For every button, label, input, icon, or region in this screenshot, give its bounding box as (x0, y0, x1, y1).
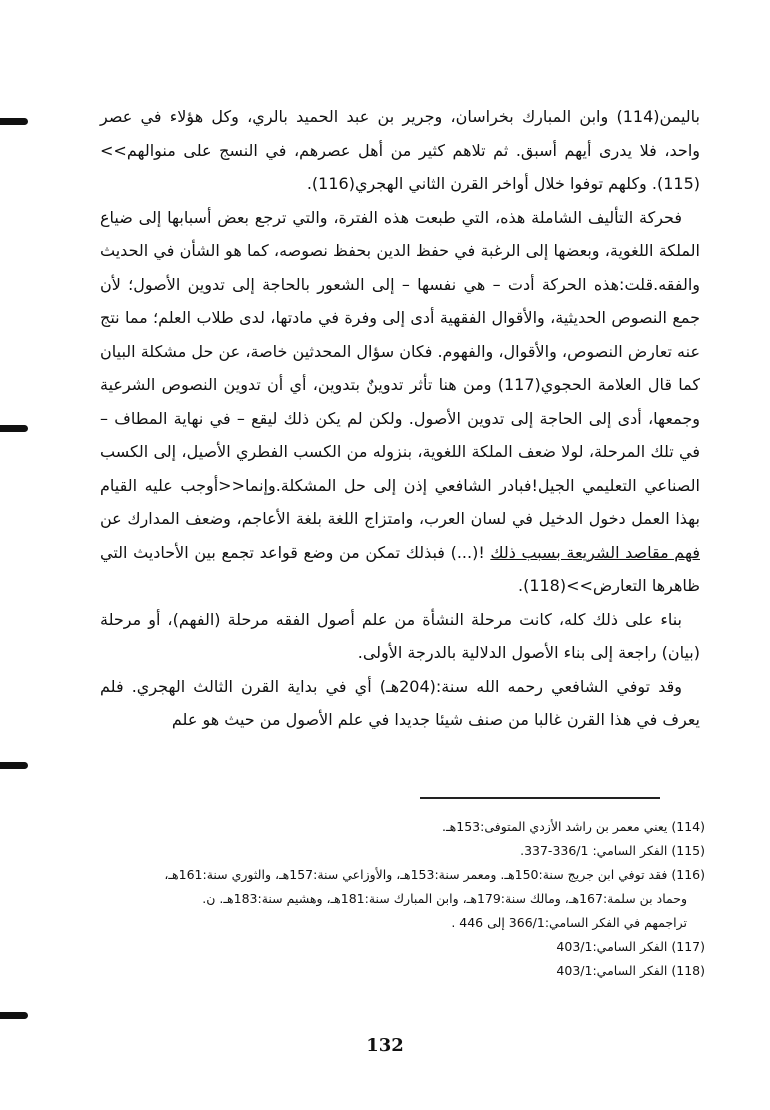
main-body-text (100, 100, 700, 737)
page-number: 132 (366, 1035, 404, 1056)
scan-margin-mark (0, 1012, 28, 1019)
underlined-phrase: فهم مقاصد الشريعة بسبب ذلك (490, 542, 700, 562)
footnote-divider (420, 797, 660, 799)
footnotes (95, 815, 705, 983)
footnote: (117) الفكر السامي:403/1 (556, 939, 705, 954)
footnote-continuation: وحماد بن سلمة:167هـ، ومالك سنة:179هـ، وابن المبارك سنة:181هـ، وهشيم سنة:183هـ. ن. (202, 891, 687, 906)
body-paragraph: وقد توفي الشافعي رحمه الله سنة:(204هـ) أي في بداية القرن الثالث الهجري. فلم يعرف في هذا القرن غالبا من صنف شيئا جديدا في علم الأصول من حيث هو علم (100, 676, 700, 729)
footnote: (118) الفكر السامي:403/1 (556, 963, 705, 978)
body-paragraph: فحركة التأليف الشاملة هذه، التي طبعت هذه الفترة، والتي ترجع بعض أسبابها إلى ضياع الملكة اللغوية، وبعضها إلى الرغبة في حفظ الدين بحفظ نصوصه، كما هو الشأن في الحديث والفقه.قلت:هذه الحركة أدت – هي نفسها – إلى الشعور بالحاجة إلى تدوين الأصول؛ لأن جمع النصوص الحديثية، والأقوال الفقهية أدى إلى وفرة في مادتها، لدى طلاب العلم؛ مما نتج عنه تعارض النصوص، والأقوال، والفهوم. فكان سؤال المحدثين خاصة، عن حل مشكلة البيان كما قال العلامة الحجوي(117) ومن هنا تأثر تدوينٌ بتدوين، أي أن تدوين النصوص الشرعية وجمعها، أدى إلى الحاجة إلى تدوين الأصول. ولكن لم يكن ذلك ليقع – في نهاية المطاف – في تلك المرحلة، لولا ضعف الملكة اللغوية، بنزوله من الكسب الفطري الأصيل، إلى الكسب الصناعي التعليمي الجيل!فبادر الشافعي إذن إلى حل المشكلة.وإنما<<أوجب عليه القيام بهذا العمل دخول الدخيل في لسان العرب، وامتزاج اللغة بلغة الأعاجم، وضعف المدارك عن فهم مقاصد الشريعة بسبب ذلك !(...) فبذلك تمكن من وضع قواعد تجمع بين الأحاديث التي ظاهرها التعارض>>(118). (100, 207, 700, 595)
scan-margin-mark (0, 762, 28, 769)
scan-margin-mark (0, 425, 28, 432)
footnote: (116) فقد توفي ابن جريج سنة:150هـ. ومعمر سنة:153هـ، والأوزاعي سنة:157هـ، والثوري سنة:161هـ، (164, 867, 705, 882)
scan-margin-mark (0, 118, 28, 125)
body-paragraph: بناء على ذلك كله، كانت مرحلة النشأة من علم أصول الفقه مرحلة (الفهم)، أو مرحلة (بيان) راجعة إلى بناء الأصول الدلالية بالدرجة الأولى. (100, 609, 700, 662)
body-paragraph: باليمن(114) وابن المبارك بخراسان، وجرير بن عبد الحميد بالري، وكل هؤلاء في عصر واحد، فلا يدرى أيهم أسبق. ثم تلاهم كثير من أهل عصرهم، في النسج على منوالهم>>(115). وكلهم توفوا خلال أواخر القرن الثاني الهجري(116). (100, 107, 700, 193)
footnote-continuation: تراجمهم في الفكر السامي:366/1 إلى 446 . (451, 915, 687, 930)
footnote: (115) الفكر السامي: 336/1-337. (520, 843, 705, 858)
footnote: (114) يعني معمر بن راشد الأزدي المتوفى:153هـ. (442, 819, 705, 834)
